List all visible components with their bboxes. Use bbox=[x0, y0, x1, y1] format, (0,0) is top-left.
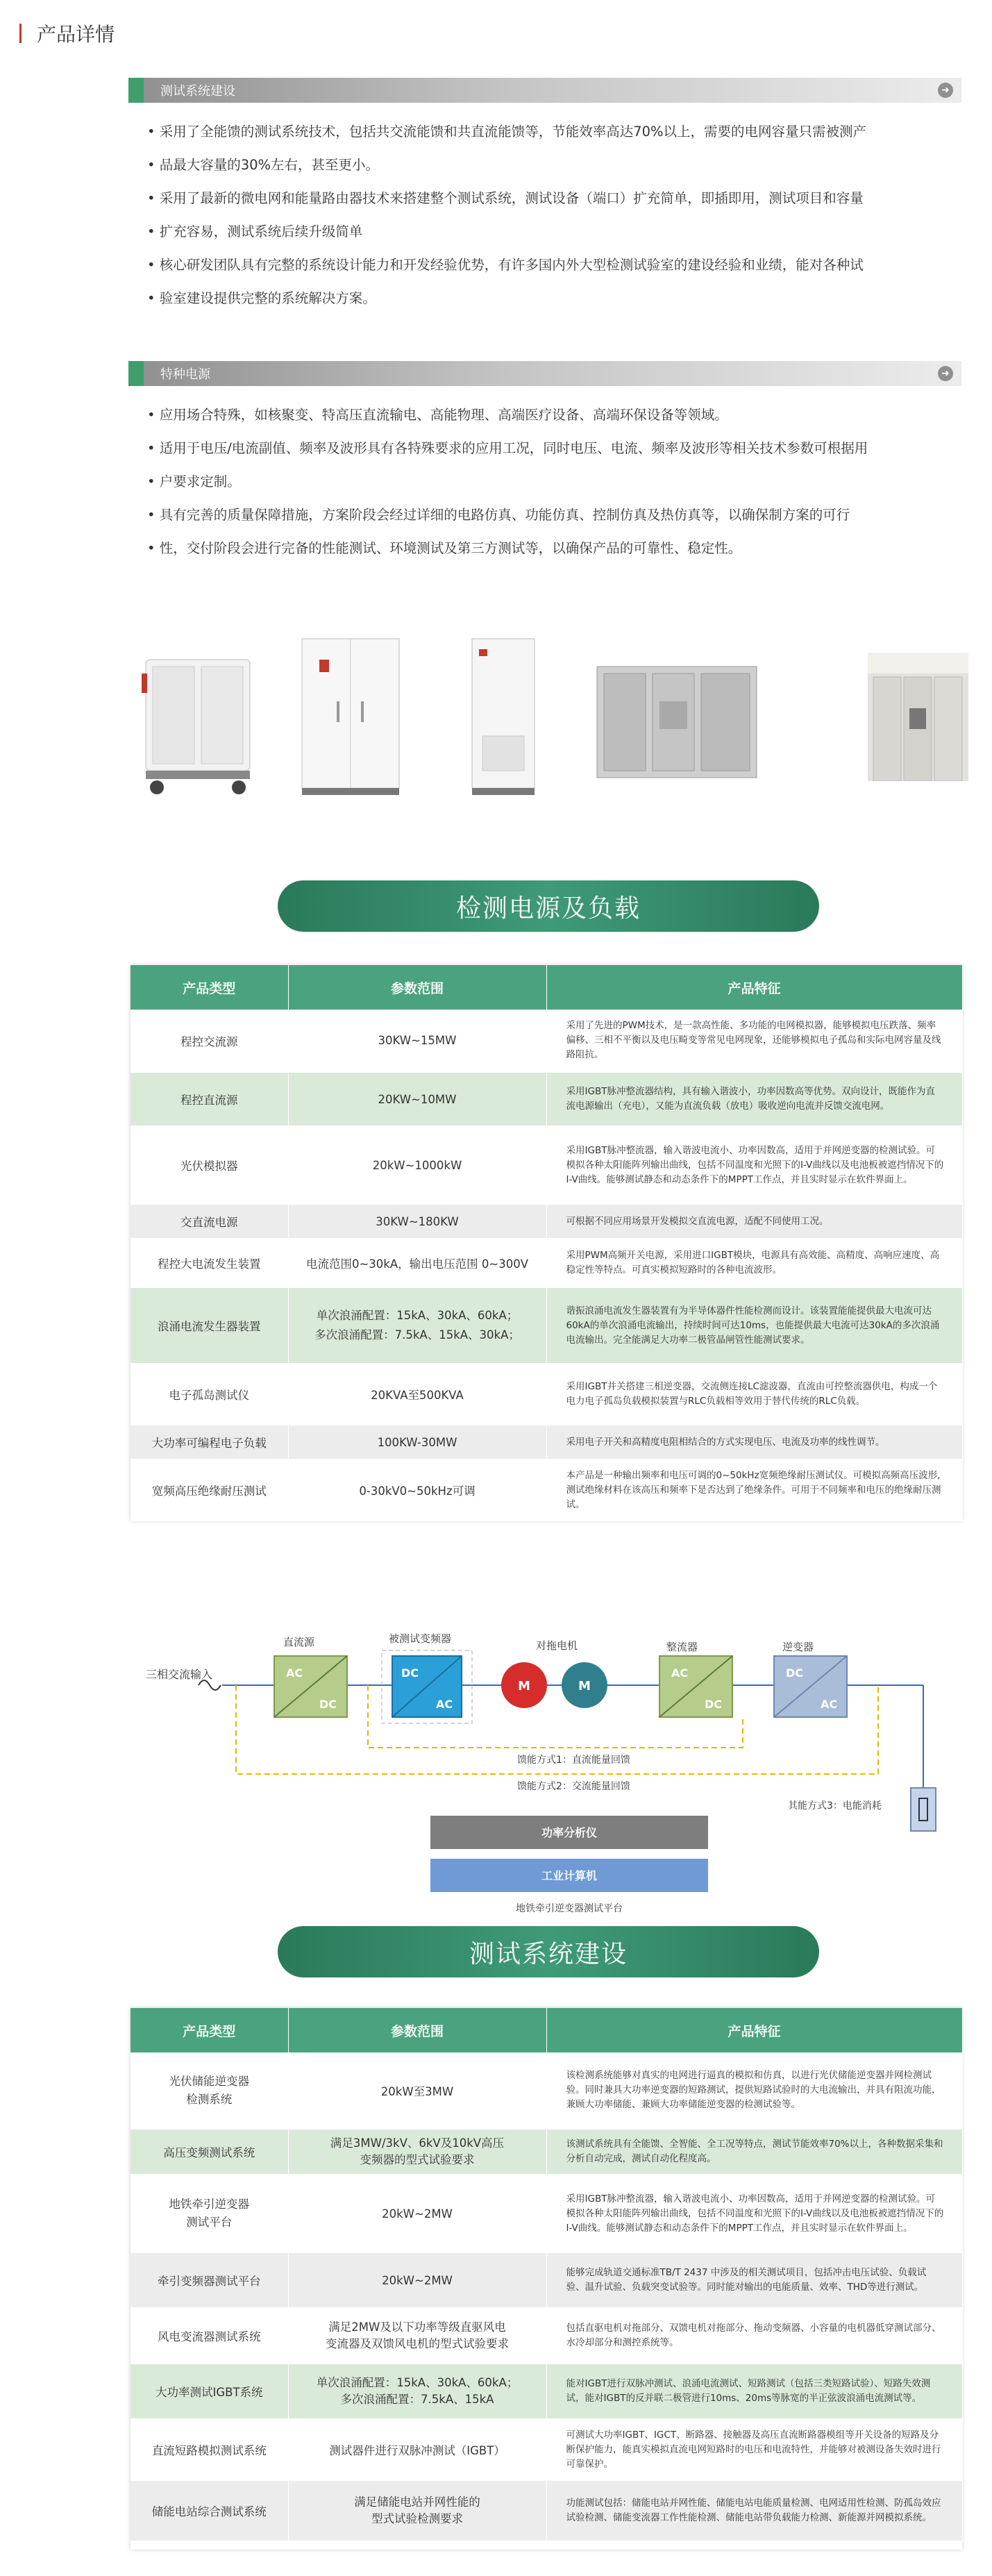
cell-feature: 能对IGBT进行双脉冲测试、浪涌电流测试、短路测试（包括三类短路试验）、短路失效测试，能对IGBT的反并联二极管进行10ms、20ms等脉宽的半正弦波浪涌电流测试等。 bbox=[546, 2364, 962, 2419]
section2-bullets bbox=[147, 399, 963, 565]
cell-type: 程控交流源 bbox=[131, 1010, 288, 1072]
column-header: 产品类型 bbox=[131, 2008, 288, 2052]
bullet-line: • 采用了全能馈的测试系统技术，包括共交流能馈和共直流能馈等，节能效率高达70%以上，需要的电网容量只需被测产 bbox=[147, 124, 867, 140]
cell-feature: 本产品是一种输出频率和电压可调的0~50kHz宽频绝缘耐压测试仪。可模拟高频高压波形,测试绝缘材料在该高压和频率下是否达到了绝缘条件。可用于不同频率和电压的绝缘耐压测试。 bbox=[546, 1460, 962, 1521]
cell-feature: 采用IGBT并关搭建三相逆变器，交流侧连接LC滤波器，直流由可控整流器供电，构成一个电力电子孤岛负载模拟装置与RLC负载相等效用于替代传统的RLC负载。 bbox=[546, 1364, 962, 1425]
cell-range: 满足2MW及以下功率等级直驱风电 变流器及双馈风电机的型式试验要求 bbox=[288, 2308, 546, 2364]
table-row bbox=[131, 1460, 962, 1521]
bullet-line: • 核心研发团队具有完整的系统设计能力和开发经验优势，有许多国内外大型检测试验室的建设经验和业绩，能对各种试 bbox=[147, 257, 864, 273]
column-header: 产品类型 bbox=[131, 965, 288, 1010]
column-header: 参数范围 bbox=[288, 965, 546, 1010]
cell-range: 0-30kV0~50kHz可调 bbox=[288, 1460, 546, 1521]
product-image-single-cabinet bbox=[458, 632, 548, 798]
table-row bbox=[131, 1425, 962, 1460]
power-analyzer-label: 功率分析仪 bbox=[541, 1826, 598, 1839]
input-label: 三相交流输入 bbox=[146, 1668, 213, 1681]
cell-type: 电子孤岛测试仪 bbox=[131, 1364, 288, 1425]
cell-feature: 采用了先进的PWM技术，是一款高性能、多功能的电网模拟器，能够模拟电压跌落、频率偏移、三相不平衡以及电压畸变等常见电网现象，还能够模拟电子孤岛和实际电网容量及线路阻抗。 bbox=[546, 1010, 962, 1072]
cell-feature: 采用PWM高频开关电源，采用进口IGBT模块，电源具有高效能、高精度、高响应速度、高稳定性等特点。可真实模拟短路时的各种电流波形。 bbox=[546, 1239, 962, 1287]
cell-range: 20kW至3MW bbox=[288, 2052, 546, 2129]
cell-type: 程控直流源 bbox=[131, 1072, 288, 1126]
section-bar-test-system[interactable] bbox=[128, 78, 961, 103]
cell-range: 20kW~2MW bbox=[288, 2252, 546, 2308]
table-row bbox=[131, 1204, 962, 1239]
cell-type: 风电变流器测试系统 bbox=[131, 2308, 288, 2364]
table-row bbox=[131, 2364, 962, 2419]
power-load-table bbox=[131, 965, 963, 1521]
cell-feature: 采用IGBT脉冲整流器，输入谐波电流小、功率因数高，适用于并网逆变器的检测试验。可模拟各种太阳能阵列输出曲线，包括不同温度和光照下的I-V曲线以及电池板被遮挡情况下的I-V曲线。能够测试静态和动态条件下的MPPT工作点，并且实时显示在软件界面上。 bbox=[546, 1126, 962, 1204]
rectifier-label: 直流源 bbox=[283, 1636, 315, 1648]
motor-under-test bbox=[501, 1662, 547, 1708]
table-row bbox=[131, 1010, 962, 1072]
bullet-line: • 应用场合特殊，如核聚变、特高压直流输电、高能物理、高端医疗设备、高端环保设备等领域。 bbox=[147, 407, 728, 423]
cell-range: 30KW~180KW bbox=[288, 1204, 546, 1239]
cell-type: 高压变频测试系统 bbox=[131, 2129, 288, 2175]
cell-type: 牵引变频器测试平台 bbox=[131, 2252, 288, 2308]
svg-text:AC: AC bbox=[821, 1698, 838, 1711]
product-image-double-cabinet bbox=[292, 632, 410, 798]
rectifier2-label: 整流器 bbox=[666, 1641, 698, 1653]
table-row bbox=[131, 1364, 962, 1425]
section-banner-power-load: 检测电源及负载 bbox=[278, 880, 819, 932]
rectifier2-block bbox=[659, 1656, 732, 1717]
section-marker bbox=[128, 361, 144, 386]
section-title: 测试系统建设 bbox=[160, 84, 235, 99]
diagram-caption: 地铁牵引逆变器测试平台 bbox=[516, 1903, 623, 1914]
table-row bbox=[131, 2308, 962, 2364]
section-marker bbox=[128, 78, 144, 103]
bullet-line: • 采用了最新的微电网和能量路由器技术来搭建整个测试系统，测试设备（端口）扩充简单，即插即用，测试项目和容量 bbox=[147, 190, 864, 206]
section-bar-special-power[interactable] bbox=[128, 361, 961, 386]
cell-type: 大功率测试IGBT系统 bbox=[131, 2364, 288, 2419]
cell-feature: 可根据不同应用场景开发模拟交直流电源，适配不同使用工况。 bbox=[546, 1204, 962, 1239]
cell-type: 地铁牵引逆变器 测试平台 bbox=[131, 2175, 288, 2252]
table-row bbox=[131, 2252, 962, 2308]
table-row bbox=[131, 1126, 962, 1204]
bullet-line: • 适用于电压/电流副值、频率及波形具有各特殊要求的应用工况，同时电压、电流、频率及波形等相关技术参数可根据用 bbox=[147, 440, 868, 456]
section-title: 特种电源 bbox=[160, 367, 210, 382]
cell-feature: 功能测试包括：储能电站并网性能、储能电站电能质量检测、电网适用性检测、防孤岛效应试验检测、储能变流器工作性能检测、储能电站带负载能力检测、新能源并网模拟系统。 bbox=[546, 2480, 962, 2541]
table-row bbox=[131, 1239, 962, 1287]
cell-range: 20kW~1000kW bbox=[288, 1126, 546, 1204]
inverter-label: 逆变器 bbox=[782, 1641, 814, 1653]
table-row bbox=[131, 2052, 962, 2129]
table-row bbox=[131, 2419, 962, 2480]
bullet-line: • 品最大容量的30%左右，甚至更小。 bbox=[147, 157, 380, 173]
table-row bbox=[131, 1072, 962, 1126]
cell-type: 程控大电流发生装置 bbox=[131, 1239, 288, 1287]
cell-feature: 该测试系统具有全能馈、全智能、全工况等特点，测试节能效率70%以上，各种数据采集和分析自动完成，测试自动化程度高。 bbox=[546, 2129, 962, 2175]
svg-text:M: M bbox=[578, 1679, 591, 1693]
table-row bbox=[131, 1287, 962, 1364]
converter-block bbox=[392, 1656, 462, 1717]
cell-type: 宽频高压绝缘耐压测试 bbox=[131, 1460, 288, 1521]
svg-text:M: M bbox=[518, 1679, 530, 1693]
svg-text:DC: DC bbox=[401, 1666, 419, 1680]
product-gallery bbox=[132, 632, 965, 798]
arrow-right-icon[interactable]: ➜ bbox=[938, 366, 953, 381]
table-row bbox=[131, 2480, 962, 2541]
cell-range: 30KW~15MW bbox=[288, 1010, 546, 1072]
cell-feature: 采用电子开关和高精度电阻相结合的方式实现电压、电流及功率的线性调节。 bbox=[546, 1425, 962, 1460]
test-system-table bbox=[131, 2008, 963, 2542]
svg-text:AC: AC bbox=[286, 1666, 303, 1680]
cell-range: 电流范围0~30kA，输出电压范围 0~300V bbox=[288, 1239, 546, 1287]
cell-range: 20KVA至500KVA bbox=[288, 1364, 546, 1425]
cell-range: 测试器件进行双脉冲测试（IGBT） bbox=[288, 2419, 546, 2480]
page-header bbox=[19, 19, 115, 47]
cell-type: 光伏储能逆变器 检测系统 bbox=[131, 2052, 288, 2129]
motor-label: 对拖电机 bbox=[536, 1639, 578, 1652]
product-image-mobile-cabinet bbox=[132, 646, 264, 798]
cell-feature: 可测试大功率IGBT、IGCT、断路器、接触器及高压直流断路器模组等开关设备的短路及分断保护能力，能真实模拟直流电网短路时的电压和电流特性，并能够对被测设备失效时进行可靠保护。 bbox=[546, 2419, 962, 2480]
bullet-line: • 户要求定制。 bbox=[147, 474, 241, 490]
load-motor bbox=[562, 1662, 607, 1708]
column-header: 产品特征 bbox=[546, 2008, 962, 2052]
cell-type: 光伏模拟器 bbox=[131, 1126, 288, 1204]
page-title: 产品详情 bbox=[37, 23, 115, 46]
cell-feature: 采用IGBT脉冲整流器，输入谐波电流小、功率因数高，适用于并网逆变器的检测试验。可模拟各种太阳能阵列输出曲线，包括不同温度和光照下的I-V曲线以及电池板被遮挡情况下的I-V曲线。能够测试静态和动态条件下的MPPT工作点，并且实时显示在软件界面上。 bbox=[546, 2175, 962, 2252]
cell-type: 直流短路模拟测试系统 bbox=[131, 2419, 288, 2480]
arrow-right-icon[interactable]: ➜ bbox=[938, 83, 953, 98]
table-row bbox=[131, 2175, 962, 2252]
cell-feature: 谐振浪涌电流发生器装置有为半导体器件性能检测而设计。该装置能能提供最大电流可达60kA的单次浪涌电流输出，持续时间可达10ms，也能提供最大电流可达30kA的多次浪涌电流输出。完全能满足大功率二极管晶闸管性能测试要求。 bbox=[546, 1287, 962, 1364]
inverter-block bbox=[774, 1656, 847, 1717]
system-diagram bbox=[132, 1587, 965, 1927]
product-image-lab-room bbox=[868, 653, 968, 781]
cell-range: 单次浪涌配置：15kA、30kA、60kA； 多次浪涌配置：7.5kA、15kA、30kA； bbox=[288, 1287, 546, 1364]
svg-text:DC: DC bbox=[786, 1666, 804, 1680]
rectifier-block bbox=[274, 1656, 347, 1717]
resistor-load-icon bbox=[911, 1788, 936, 1831]
industrial-computer-label: 工业计算机 bbox=[541, 1869, 598, 1882]
cell-type: 大功率可编程电子负载 bbox=[131, 1425, 288, 1460]
bullet-line: • 性，交付阶段会进行完备的性能测试、环境测试及第三方测试等，以确保产品的可靠性、稳定性。 bbox=[147, 540, 742, 556]
svg-text:DC: DC bbox=[319, 1698, 337, 1711]
table-row bbox=[131, 2129, 962, 2175]
cell-range: 满足3MW/3kV、6kV及10kV高压 变频器的型式试验要求 bbox=[288, 2129, 546, 2175]
cell-feature: 该检测系统能够对真实的电网进行逼真的模拟和仿真，以进行光伏储能逆变器并网检测试验。同时兼具大功率逆变器的短路测试，提供短路试验时的大电流输出，并具有阻流功能，兼顾大功率储能、兼顾大功率储能逆变器的检测试验等。 bbox=[546, 2052, 962, 2129]
cell-range: 满足储能电站并网性能的 型式试验检测要求 bbox=[288, 2480, 546, 2541]
column-header: 参数范围 bbox=[288, 2008, 546, 2052]
bullet-line: • 验室建设提供完整的系统解决方案。 bbox=[147, 290, 376, 306]
cell-type: 浪涌电流发生器装置 bbox=[131, 1287, 288, 1364]
cell-feature: 包括直驱电机对拖部分、双馈电机对拖部分、拖动变频器、小容量的电机器低穿测试部分、水冷却部分和测控系统等。 bbox=[546, 2308, 962, 2364]
cell-feature: 采用IGBT脉冲整流器结构，具有输入谐波小，功率因数高等优势。双向设计，既能作为直流电源输出（充电），又能为直流负载（放电）吸收逆向电流并反馈交流电网。 bbox=[546, 1072, 962, 1126]
load-label: 其能方式3：电能消耗 bbox=[788, 1800, 882, 1812]
bullet-line: • 扩充容易，测试系统后续升级简单 bbox=[147, 224, 363, 240]
product-image-container bbox=[590, 653, 764, 792]
converter-label: 被测试变频器 bbox=[389, 1632, 452, 1645]
sine-source-icon bbox=[199, 1680, 221, 1690]
header-accent-bar bbox=[19, 24, 22, 43]
bullet-line: • 具有完善的质量保障措施，方案阶段会经过详细的电路仿真、功能仿真、控制仿真及热仿真等，以确保制方案的可行 bbox=[147, 507, 850, 523]
column-header: 产品特征 bbox=[546, 965, 962, 1010]
section-banner-test-system: 测试系统建设 bbox=[278, 1926, 819, 1977]
svg-text:AC: AC bbox=[436, 1698, 453, 1711]
cell-type: 储能电站综合测试系统 bbox=[131, 2480, 288, 2541]
section1-bullets bbox=[147, 115, 963, 315]
cell-range: 20kW~2MW bbox=[288, 2175, 546, 2252]
cell-range: 20KW~10MW bbox=[288, 1072, 546, 1126]
svg-text:AC: AC bbox=[671, 1666, 689, 1680]
svg-text:DC: DC bbox=[705, 1698, 723, 1711]
cell-type: 交直流电源 bbox=[131, 1204, 288, 1239]
feedback1-label: 馈能方式1：直流能量回馈 bbox=[517, 1755, 630, 1766]
cell-range: 100KW-30MW bbox=[288, 1425, 546, 1460]
cell-feature: 能够完成轨道交通标准TB/T 2437 中涉及的相关测试项目，包括冲击电压试验、负载试验、温升试验、负载突变试验等。同时能对输出的电能质量、效率、THD等进行测试。 bbox=[546, 2252, 962, 2308]
feedback2-label: 馈能方式2：交流能量回馈 bbox=[517, 1781, 630, 1792]
cell-range: 单次浪涌配置：15kA、30kA、60kA； 多次浪涌配置：7.5kA、15kA bbox=[288, 2364, 546, 2419]
